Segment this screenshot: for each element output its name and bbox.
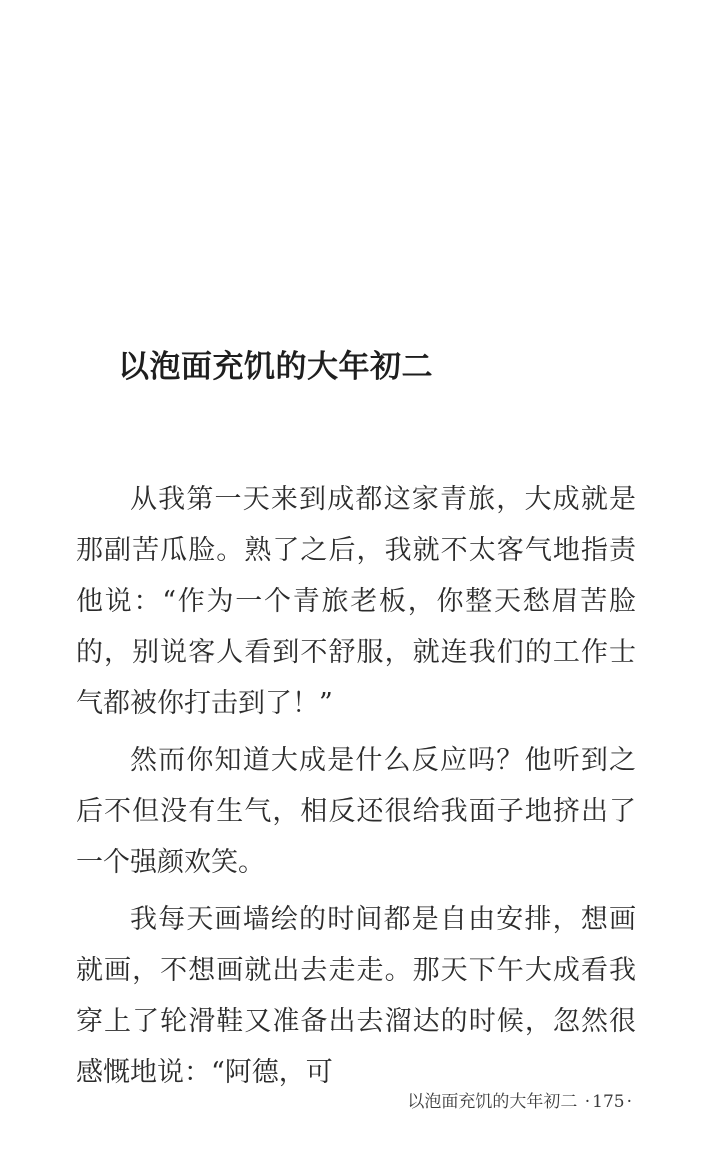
body-text: [76, 474, 636, 1104]
page-number-separator: ·: [626, 1092, 632, 1112]
page-footer: [407, 1087, 634, 1112]
paragraph: 我每天画墙绘的时间都是自由安排，想画就画，不想画就出去走走。那天下午大成看我穿上了轮滑鞋又准备出去溜达的时候，忽然很感慨地说：“阿德，可: [76, 904, 636, 1088]
running-title: 以泡面充饥的大年初二: [407, 1092, 578, 1112]
paragraph: 然而你知道大成是什么反应吗？他听到之后不但没有生气，相反还很给我面子地挤出了一个强颜欢笑。: [76, 745, 636, 878]
paragraph: 从我第一天来到成都这家青旅，大成就是那副苦瓜脸。熟了之后，我就不太客气地指责他说：“作为一个青旅老板，你整天愁眉苦脸的，别说客人看到不舒服，就连我们的工作士气都被你打击到了！”: [76, 484, 636, 719]
page-number-separator: ·: [584, 1092, 591, 1112]
chapter-title: 以泡面充饥的大年初二: [118, 348, 433, 385]
page-number: 175: [592, 1092, 625, 1112]
